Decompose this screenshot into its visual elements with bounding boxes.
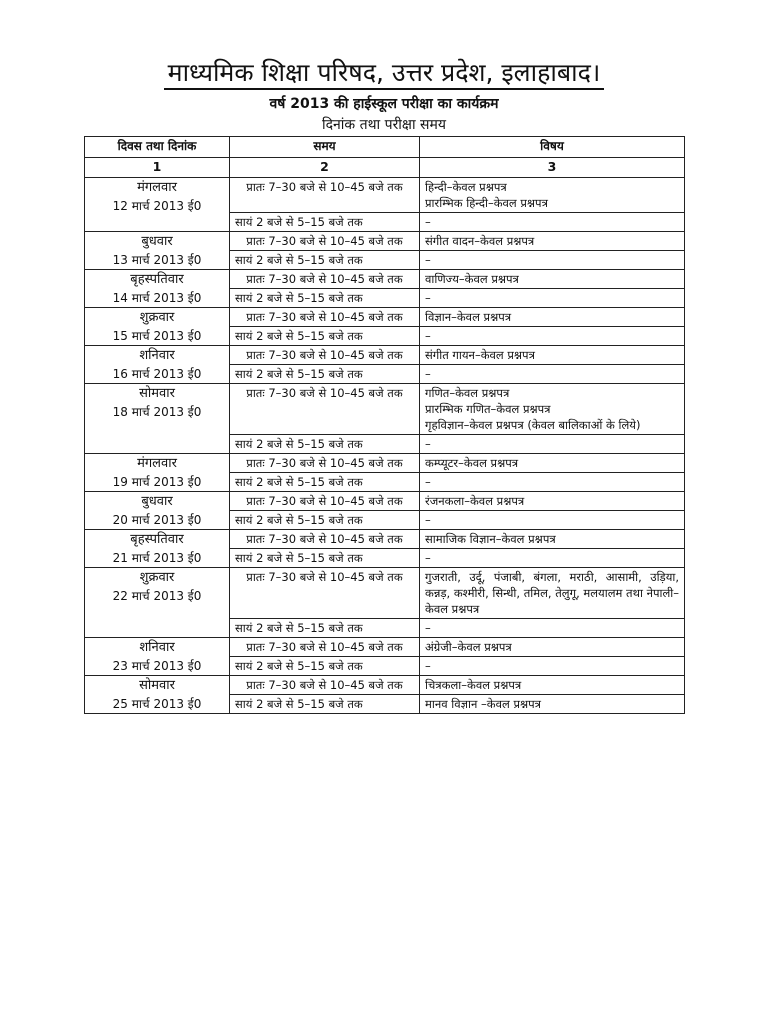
morning-time: प्रातः 7–30 बजे से 10–45 बजे तक [230,638,420,657]
subject-entry: प्रारम्भिक गणित–केवल प्रश्नपत्र [425,402,551,416]
day-date-cell [85,384,230,454]
evening-time: सायं 2 बजे से 5–15 बजे तक [230,289,420,308]
day-date-cell [85,270,230,308]
exam-date: 22 मार्च 2013 ई0 [112,589,202,603]
subject-entry: विज्ञान–केवल प्रश्नपत्र [425,310,512,324]
day-date-cell [85,530,230,568]
day-date-cell [85,346,230,384]
morning-time: प्रातः 7–30 बजे से 10–45 बजे तक [230,492,420,511]
evening-subjects [420,549,685,568]
evening-subjects [420,619,685,638]
morning-time: प्रातः 7–30 बजे से 10–45 बजे तक [230,676,420,695]
evening-time: सायं 2 बजे से 5–15 बजे तक [230,511,420,530]
subject-entry: – [425,329,431,343]
header-day-date: दिवस तथा दिनांक [85,137,230,158]
morning-subjects [420,454,685,473]
day-date-cell [85,308,230,346]
page-title [0,56,768,90]
column-number: 2 [230,158,420,178]
day-name: शुक्रवार [139,570,175,585]
exam-date: 12 मार्च 2013 ई0 [112,199,202,213]
schedule-row-morning [85,454,685,473]
morning-subjects [420,384,685,435]
subject-entry: – [425,551,431,565]
evening-time: सायं 2 बजे से 5–15 बजे तक [230,327,420,346]
day-name: सोमवार [139,678,175,693]
day-date-cell [85,676,230,714]
exam-date: 16 मार्च 2013 ई0 [112,367,202,381]
column-number-row [85,158,685,178]
evening-subjects [420,289,685,308]
exam-date: 13 मार्च 2013 ई0 [112,253,202,267]
evening-time: सायं 2 बजे से 5–15 बजे तक [230,473,420,492]
exam-schedule-table [84,136,685,714]
schedule-row-morning [85,492,685,511]
schedule-row-morning [85,568,685,619]
day-name: सोमवार [139,386,175,401]
subject-entry: – [425,253,431,267]
morning-time: प्रातः 7–30 बजे से 10–45 बजे तक [230,178,420,213]
morning-subjects [420,530,685,549]
day-name: शुक्रवार [139,310,175,325]
subject-entry: – [425,215,431,229]
schedule-row-morning [85,308,685,327]
morning-subjects [420,638,685,657]
morning-time: प्रातः 7–30 बजे से 10–45 बजे तक [230,308,420,327]
morning-subjects [420,346,685,365]
morning-time: प्रातः 7–30 बजे से 10–45 बजे तक [230,270,420,289]
exam-date: 21 मार्च 2013 ई0 [112,551,202,565]
evening-subjects [420,657,685,676]
day-name: मंगलवार [137,180,177,195]
exam-date: 23 मार्च 2013 ई0 [112,659,202,673]
morning-subjects [420,308,685,327]
day-name: बृहस्पतिवार [130,532,184,547]
subject-entry: – [425,475,431,489]
schedule-row-morning [85,346,685,365]
evening-subjects [420,251,685,270]
subject-entry: कम्प्यूटर–केवल प्रश्नपत्र [425,456,519,470]
day-name: मंगलवार [137,456,177,471]
evening-subjects [420,327,685,346]
morning-time: प्रातः 7–30 बजे से 10–45 बजे तक [230,346,420,365]
day-name: शनिवार [139,348,175,363]
evening-subjects [420,435,685,454]
day-date-cell [85,568,230,638]
evening-time: सायं 2 बजे से 5–15 बजे तक [230,549,420,568]
day-name: शनिवार [139,640,175,655]
subject-entry: गुजराती, उर्दू, पंजाबी, बंगला, मराठी, आसामी, उड़िया, कन्नड़, कश्मीरी, सिन्धी, तमिल, तेलुगू, मलयालम तथा नेपाली–केवल प्रश्नपत्र [425,570,679,616]
day-name: बृहस्पतिवार [130,272,184,287]
morning-time: प्रातः 7–30 बजे से 10–45 बजे तक [230,232,420,251]
column-number: 3 [420,158,685,178]
exam-date: 19 मार्च 2013 ई0 [112,475,202,489]
morning-subjects [420,568,685,619]
schedule-row-morning [85,384,685,435]
subject-entry: – [425,367,431,381]
day-date-cell [85,232,230,270]
schedule-row-morning [85,270,685,289]
morning-subjects [420,270,685,289]
subject-entry: मानव विज्ञान –केवल प्रश्नपत्र [425,697,542,711]
exam-date: 14 मार्च 2013 ई0 [112,291,202,305]
morning-subjects [420,178,685,213]
column-number: 1 [85,158,230,178]
exam-date: 15 मार्च 2013 ई0 [112,329,202,343]
subject-entry: सामाजिक विज्ञान–केवल प्रश्नपत्र [425,532,556,546]
subject-entry: गणित–केवल प्रश्नपत्र [425,386,510,400]
morning-time: प्रातः 7–30 बजे से 10–45 बजे तक [230,384,420,435]
evening-time: सायं 2 बजे से 5–15 बजे तक [230,213,420,232]
morning-time: प्रातः 7–30 बजे से 10–45 बजे तक [230,530,420,549]
evening-subjects [420,473,685,492]
header-subject: विषय [420,137,685,158]
subject-entry: वाणिज्य–केवल प्रश्नपत्र [425,272,519,286]
header-time: समय [230,137,420,158]
page-subtitle: वर्ष 2013 की हाईस्कूल परीक्षा का कार्यक्रम [269,96,499,112]
subject-entry: – [425,621,431,635]
day-date-cell [85,454,230,492]
subject-entry: रंजनकला–केवल प्रश्नपत्र [425,494,525,508]
evening-subjects [420,365,685,384]
subject-entry: संगीत वादन–केवल प्रश्नपत्र [425,234,535,248]
morning-time: प्रातः 7–30 बजे से 10–45 बजे तक [230,454,420,473]
subject-entry: संगीत गायन–केवल प्रश्नपत्र [425,348,535,362]
morning-subjects [420,676,685,695]
morning-time: प्रातः 7–30 बजे से 10–45 बजे तक [230,568,420,619]
header-row [85,137,685,158]
evening-time: सायं 2 बजे से 5–15 बजे तक [230,251,420,270]
day-date-cell [85,178,230,232]
morning-subjects [420,492,685,511]
day-date-cell [85,492,230,530]
schedule-row-morning [85,178,685,213]
evening-time: सायं 2 बजे से 5–15 बजे तक [230,365,420,384]
evening-time: सायं 2 बजे से 5–15 बजे तक [230,619,420,638]
evening-time: सायं 2 बजे से 5–15 बजे तक [230,435,420,454]
exam-date: 18 मार्च 2013 ई0 [112,405,202,419]
page-title-text: माध्यमिक शिक्षा परिषद, उत्तर प्रदेश, इलाहाबाद। [164,58,605,90]
day-name: बुधवार [141,234,173,249]
schedule-row-morning [85,676,685,695]
subject-entry: – [425,513,431,527]
subject-entry: चित्रकला–केवल प्रश्नपत्र [425,678,522,692]
schedule-row-morning [85,530,685,549]
evening-subjects [420,213,685,232]
morning-subjects [420,232,685,251]
exam-date: 25 मार्च 2013 ई0 [112,697,202,711]
subject-entry: – [425,291,431,305]
evening-subjects [420,511,685,530]
subject-entry: गृहविज्ञान–केवल प्रश्नपत्र (केवल बालिकाओं के लिये) [425,418,641,432]
page-subsubtitle: दिनांक तथा परीक्षा समय [321,117,447,133]
schedule-row-morning [85,232,685,251]
day-name: बुधवार [141,494,173,509]
evening-time: सायं 2 बजे से 5–15 बजे तक [230,695,420,714]
evening-subjects [420,695,685,714]
subject-entry: – [425,437,431,451]
exam-date: 20 मार्च 2013 ई0 [112,513,202,527]
schedule-row-morning [85,638,685,657]
day-date-cell [85,638,230,676]
subject-entry: अंग्रेजी–केवल प्रश्नपत्र [425,640,512,654]
subject-entry: – [425,659,431,673]
subject-entry: प्रारम्भिक हिन्दी–केवल प्रश्नपत्र [425,196,548,210]
evening-time: सायं 2 बजे से 5–15 बजे तक [230,657,420,676]
subject-entry: हिन्दी–केवल प्रश्नपत्र [425,180,507,194]
